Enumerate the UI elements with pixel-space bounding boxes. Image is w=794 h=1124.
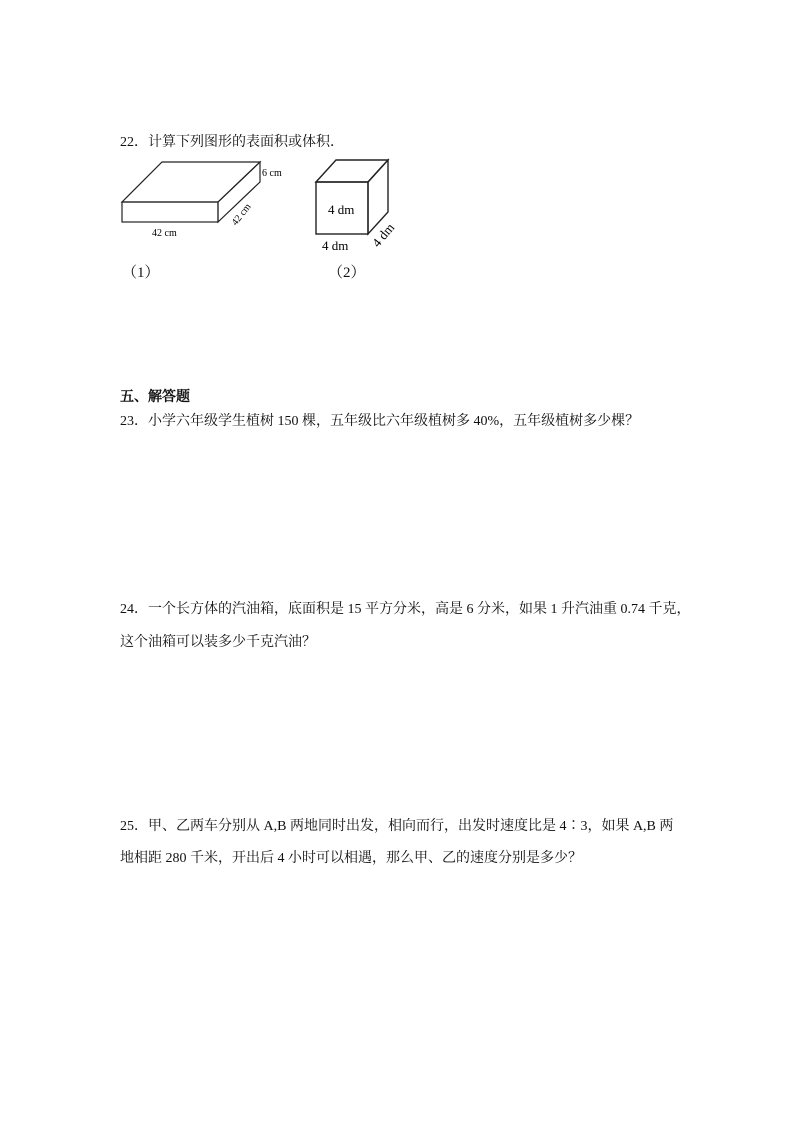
fig2-bottom-label: 4 dm — [322, 238, 349, 253]
cube-drawing — [308, 156, 400, 254]
fig2-side-label: 4 dm — [368, 220, 398, 250]
question-24-line-2: 这个油箱可以装多少千克汽油？ — [120, 635, 316, 650]
figure-1-caption: （1） — [122, 265, 160, 281]
question-24-line-1: 24．一个长方体的汽油箱，底面积是 15 平方分米，高是 6 分米，如果 1 升汽油重 0.74 千克， — [120, 602, 691, 617]
figure-1-cuboid — [118, 158, 290, 240]
figure-2-caption: （2） — [328, 265, 366, 281]
figure-2-cube — [308, 156, 400, 254]
cuboid-drawing — [118, 158, 290, 240]
question-25-line-2: 地相距 280 千米，开出后 4 小时可以相遇，那么甲、乙的速度分别是多少？ — [120, 851, 582, 866]
question-22-text: 22．计算下列图形的表面积或体积． — [120, 135, 344, 150]
fig1-length-label: 42 cm — [152, 228, 177, 239]
fig1-width-label: 42 cm — [229, 201, 254, 228]
fig1-height-label: 6 cm — [262, 168, 282, 179]
question-25-line-1: 25．甲、乙两车分别从 A,B 两地同时出发，相向而行，出发时速度比是 4∶3，如果 A,B 两 — [120, 819, 674, 834]
section-5-title: 五、解答题 — [120, 390, 190, 405]
fig2-front-label: 4 dm — [328, 202, 355, 217]
question-23-text: 23．小学六年级学生植树 150 棵，五年级比六年级植树多 40%，五年级植树多少棵？ — [120, 414, 640, 429]
